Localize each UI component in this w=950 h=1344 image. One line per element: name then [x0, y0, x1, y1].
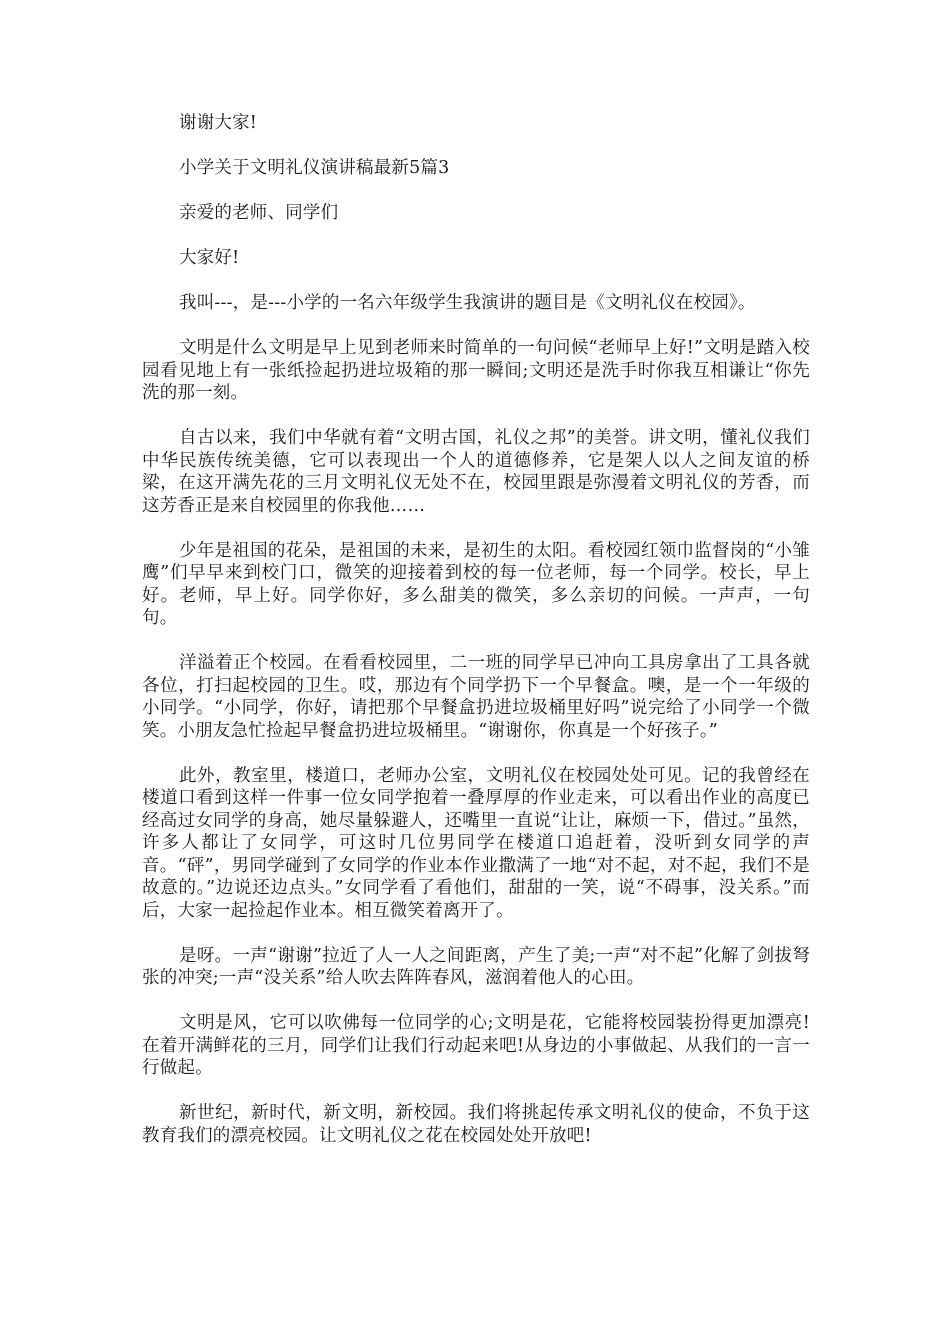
- paragraph-tradition: 自古以来，我们中华就有着“文明古国，礼仪之邦”的美誉。讲文明，懂礼仪我们中华民族传统美德，它可以表现出一个人的道德修养，它是架人以人之间友谊的桥梁，在这开满先花的三月文明礼仪无处不在，校园里跟是弥漫着文明礼仪的芳香，而这芳香正是来自校园里的你我他……: [142, 428, 810, 516]
- paragraph-what-is-civility: 文明是什么文明是早上见到老师来时简单的一句问候“老师早上好!”文明是踏入校园看见地上有一张纸捡起扔进垃圾箱的那一瞬间;文明还是洗手时你我互相谦让“你先洗的那一刻。: [142, 338, 810, 403]
- paragraph-morning-greeting: 少年是祖国的花朵，是祖国的未来，是初生的太阳。看校园红领巾监督岗的“小雏鹰”们早早来到校门口，微笑的迎接着到校的每一位老师，每一个同学。校长，早上好。老师，早上好。同学你好，多么甜美的微笑，多么亲切的问候。一声声，一句句。: [142, 540, 810, 628]
- paragraph-introduction: 我叫---，是---小学的一名六年级学生我演讲的题目是《文明礼仪在校园》。: [179, 293, 756, 313]
- paragraph-stairway-story: 此外，教室里，楼道口，老师办公室，文明礼仪在校园处处可见。记的我曾经在楼道口看到这样一件事一位女同学抱着一叠厚厚的作业走来，可以看出作业的高度已经高过女同学的身高，她尽量躲避人，还嘴里一直说“让让，麻烦一下，借过。”虽然，许多人都让了女同学，可这时几位男同学在楼道口追赶着，没听到女同学的声音。“砰”，男同学碰到了女同学的作业本作业撒满了一地“对不起，对不起，我们不是故意的。”边说还边点头。”女同学看了看他们，甜甜的一笑，说“不碍事，没关系。”而后，大家一起捡起作业本。相互微笑着离开了。: [142, 765, 810, 921]
- paragraph-campus-cleaning: 洋溢着正个校园。在看看校园里，二一班的同学早已冲向工具房拿出了工具各就各位，打扫起校园的卫生。哎，那边有个同学扔下一个早餐盒。噢，是一个一年级的小同学。“小同学，你好，请把那个早餐盒扔进垃圾桶里好吗”说完给了小同学一个微笑。小朋友急忙捡起早餐盒扔进垃圾桶里。“谢谢你，你真是一个好孩子。”: [142, 653, 810, 741]
- document-page: [142, 112, 810, 1170]
- greeting: 大家好!: [179, 248, 240, 268]
- salutation: 亲爱的老师、同学们: [179, 203, 339, 223]
- paragraph-civility-metaphor: 文明是风，它可以吹佛每一位同学的心;文明是花，它能将校园装扮得更加漂亮!在着开满鲜花的三月，同学们让我们行动起来吧!从身边的小事做起、从我们的一言一行做起。: [142, 1013, 810, 1078]
- paragraph-conclusion: 新世纪，新时代，新文明，新校园。我们将挑起传承文明礼仪的使命，不负于这教育我们的漂亮校园。让文明礼仪之花在校园处处开放吧!: [142, 1103, 810, 1146]
- paragraph-polite-words: 是呀。一声“谢谢”拉近了人一人之间距离，产生了美;一声“对不起”化解了剑拔弩张的冲突;一声“没关系”给人吹去阵阵春风，滋润着他人的心田。: [142, 945, 810, 988]
- closing-line: 谢谢大家!: [179, 113, 258, 133]
- document-title: 小学关于文明礼仪演讲稿最新5篇3: [179, 158, 450, 178]
